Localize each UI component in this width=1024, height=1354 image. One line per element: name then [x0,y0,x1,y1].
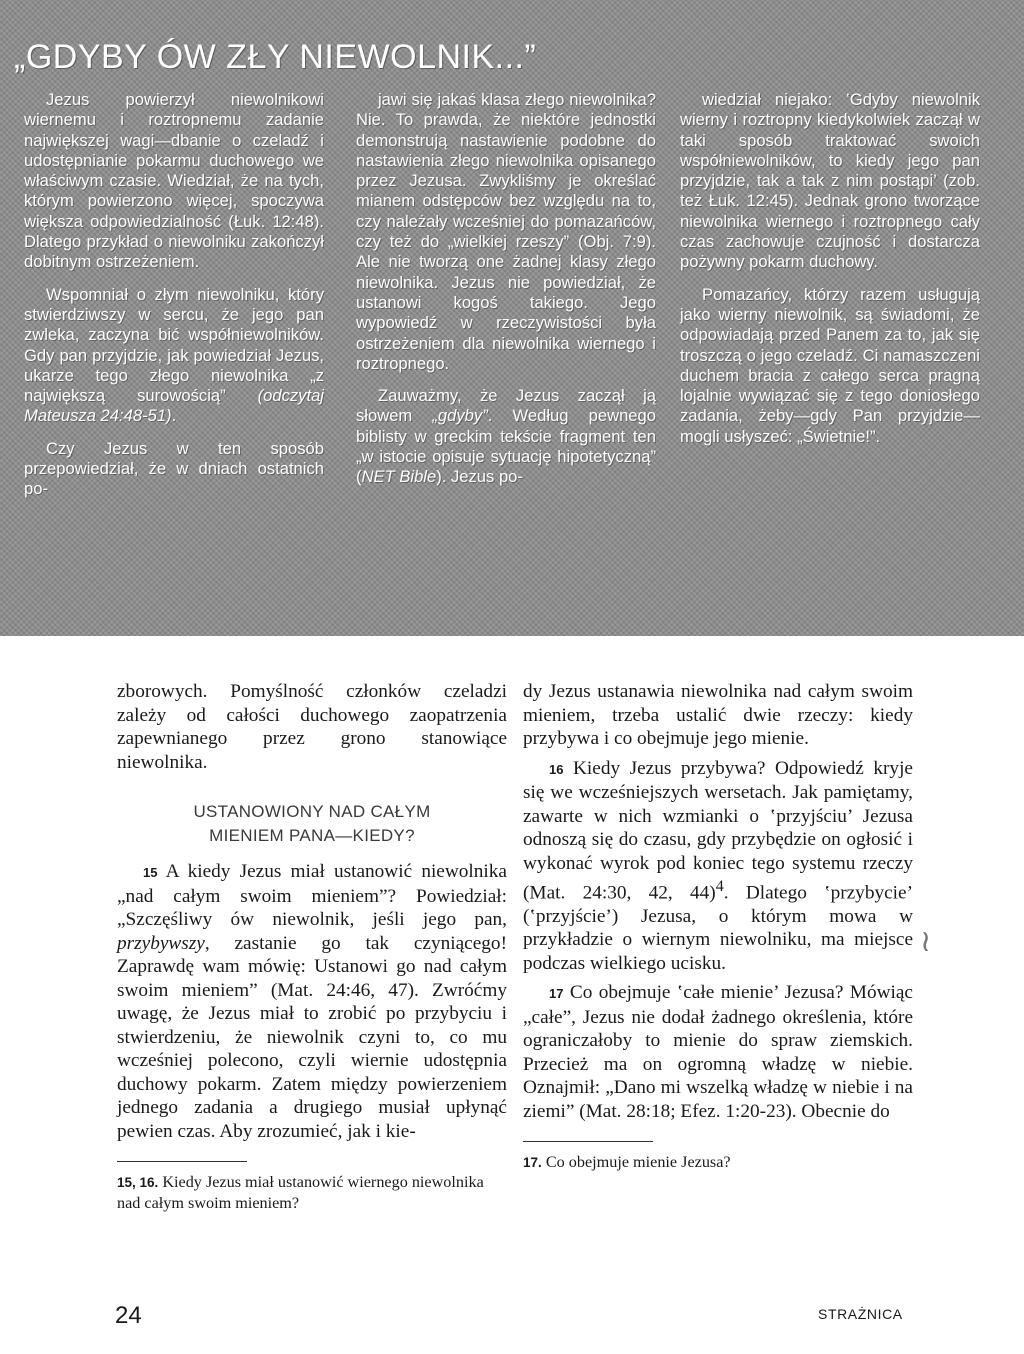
study-question: 17. Co obejmuje mienie Jezusa? [523,1153,731,1172]
box-column-3 [680,90,980,447]
handwritten-mark-icon: ≀ [920,925,932,958]
box-paragraph: jawi się jakaś klasa złego niewolnika? Nie. To prawda, że niektóre jednostki demonstrują nastawienie podobne do nastawienia złego niewolnika opisanego przez Jezusa. Zwykliśmy je określać mianem odstępców bez względu na to, czy należały wcześniej do pomazańców, czy też do „wielkiej rzeszy” (Obj. 7:9). Ale nie tworzą one żadnej klasy złego niewolnika. Jezus nie powiedział, że ustanowi kogoś takiego. Jego wypowiedź w rzeczywistości była ostrzeżeniem dla niewolnika wiernego i roztropnego. [356,90,656,373]
paragraph-number: 16 [549,761,564,777]
paragraph-16: 16 Kiedy Jezus przybywa? Odpowiedź kryje się we wcześniejszych wersetach. Jak pamiętamy, zawarte w nich wzmianki o ‛przyjściu’ Jezusa odnoszą się do czasu, gdy przybędzie on ogłosić i wykonać wyrok pod koniec tego systemu rzeczy (Mat. 24:30, 42, 44)$^4$. Dlatego ‛przybycie’ (‛przyjście’) Jezusa, o którym mowa w przykładzie o wiernym niewolniku, ma miejsce podczas wielkiego ucisku. [523,757,913,974]
footnote-divider [523,1141,653,1142]
main-column-1 [117,680,507,1213]
paragraph-number: 17 [549,986,564,1002]
boxed-article [0,0,1024,636]
page-number: 24 [115,1302,142,1329]
paragraph-17: 17 Co obejmuje ‛całe mienie’ Jezusa? Mówiąc „całe”, Jezus nie dodał żadnego określenia, które ograniczałoby to mienie do spraw ziemskich. Przecież ma on ogromną władzę w niebie. Oznajmił: „Dano mi wszelką władzę w niebie i na ziemi” (Mat. 28:18; Efez. 1:20-23). Obecnie do [523,982,913,1122]
paragraph-15: 15 A kiedy Jezus miał ustanowić niewolnika „nad całym swoim mieniem”? Powiedział: „Szczęśliwy ów niewolnik, jeśli jego pan, przybywszy, zastanie go tak czyniącego! Zaprawdę wam mówię: Ustanowi go nad całym swoim mieniem” (Mat. 24:46, 47). Zwróćmy uwagę, że Jezus miał to zrobić po przybyciu i stwierdzeniu, że niewolnik czyni to, co mu wcześniej polecono, czyli wiernie udostępnia duchowy pokarm. Zatem między powierzeniem jednego zadania a drugiego musiał upłynąć pewien czas. Aby zrozumieć, jak i kie- [117,861,507,1142]
running-title: STRAŻNICA [818,1306,903,1322]
main-column-2 [523,680,913,1173]
box-paragraph: Pomazańcy, którzy razem usługują jako wierny niewolnik, są świadomi, że odpowiadają przed Panem za to, jak się troszczą o jego czeladź. Ci namaszczeni duchem bracia z całego serca pragną lojalnie wywiązać się z tego doniosłego zadania, żeby—gdy Pan przyjdzie—mogli usłyszeć: „Świetnie!”. [680,284,980,446]
scripture-reference: (odczytaj Mateusza 24:48-51) [24,386,324,426]
box-column-2 [356,90,656,488]
paragraph-continuation: dy Jezus ustanawia niewolnika nad całym swoim mieniem, trzeba ustalić dwie rzeczy: kiedy przybywa i co obejmuje jego mienie. [523,681,913,749]
box-column-1 [24,90,324,500]
paragraph-number: 15 [143,865,158,880]
box-paragraph: Jezus powierzył niewolnikowi wiernemu i roztropnemu zadanie największej wagi—dbanie o czeladź i udostępnianie pokarmu duchowego we właściwym czasie. Wiedział, że na tych, którym powierzono więcej, spoczywa większa odpowiedzialność (Łuk. 12:48). Dlatego przykład o niewolniku zakończył dobitnym ostrzeżeniem. [24,90,324,272]
box-paragraph: Zauważmy, że Jezus zaczął ją słowem „gdyby”. Według pewnego biblisty w greckim tekście fragment ten „w istocie opisuje sytuację hipotetyczną” (NET Bible). Jezus po- [356,386,656,487]
box-paragraph: Czy Jezus w ten sposób przepowiedział, że w dniach ostatnich po- [24,438,324,499]
box-paragraph: Wspomniał o złym niewolniku, który stwierdziwszy w sercu, że jego pan zwleka, zaczyna bić współniewolników. Gdy pan przyjdzie, jak powiedział Jezus, ukarze tego złego niewolnika „z największą surowością” (odczytaj Mateusza 24:48-51). [24,284,324,426]
footnote-divider [117,1161,247,1162]
section-subheading: USTANOWIONY NAD CAŁYM MIENIEM PANA—KIEDY? [193,802,431,845]
source-title: NET Bible [361,467,437,487]
paragraph-continuation: zborowych. Pomyślność członków czeladzi zależy od całości duchowego zaopatrzenia zapewnianego przez grono stanowiące niewolnika. [117,681,507,773]
footnote-marker: 4 [715,878,724,895]
box-paragraph: wiedział niejako: ‛Gdyby niewolnik wierny i roztropny kiedykolwiek zaczął w taki sposób traktować swoich współniewolników, to kiedy jego pan przyjdzie, tak a tak z nim postąpi’ (zob. też Łuk. 12:45). Jednak grono tworzące niewolnika wiernego i roztropnego cały czas zachowuje czujność i dostarcza pożywny pokarm duchowy. [680,90,980,272]
study-question: 15, 16. Kiedy Jezus miał ustanowić wiernego niewolnika nad całym swoim mieniem? [117,1173,484,1212]
box-title: „GDYBY ÓW ZŁY NIEWOLNIK...” [14,38,537,76]
